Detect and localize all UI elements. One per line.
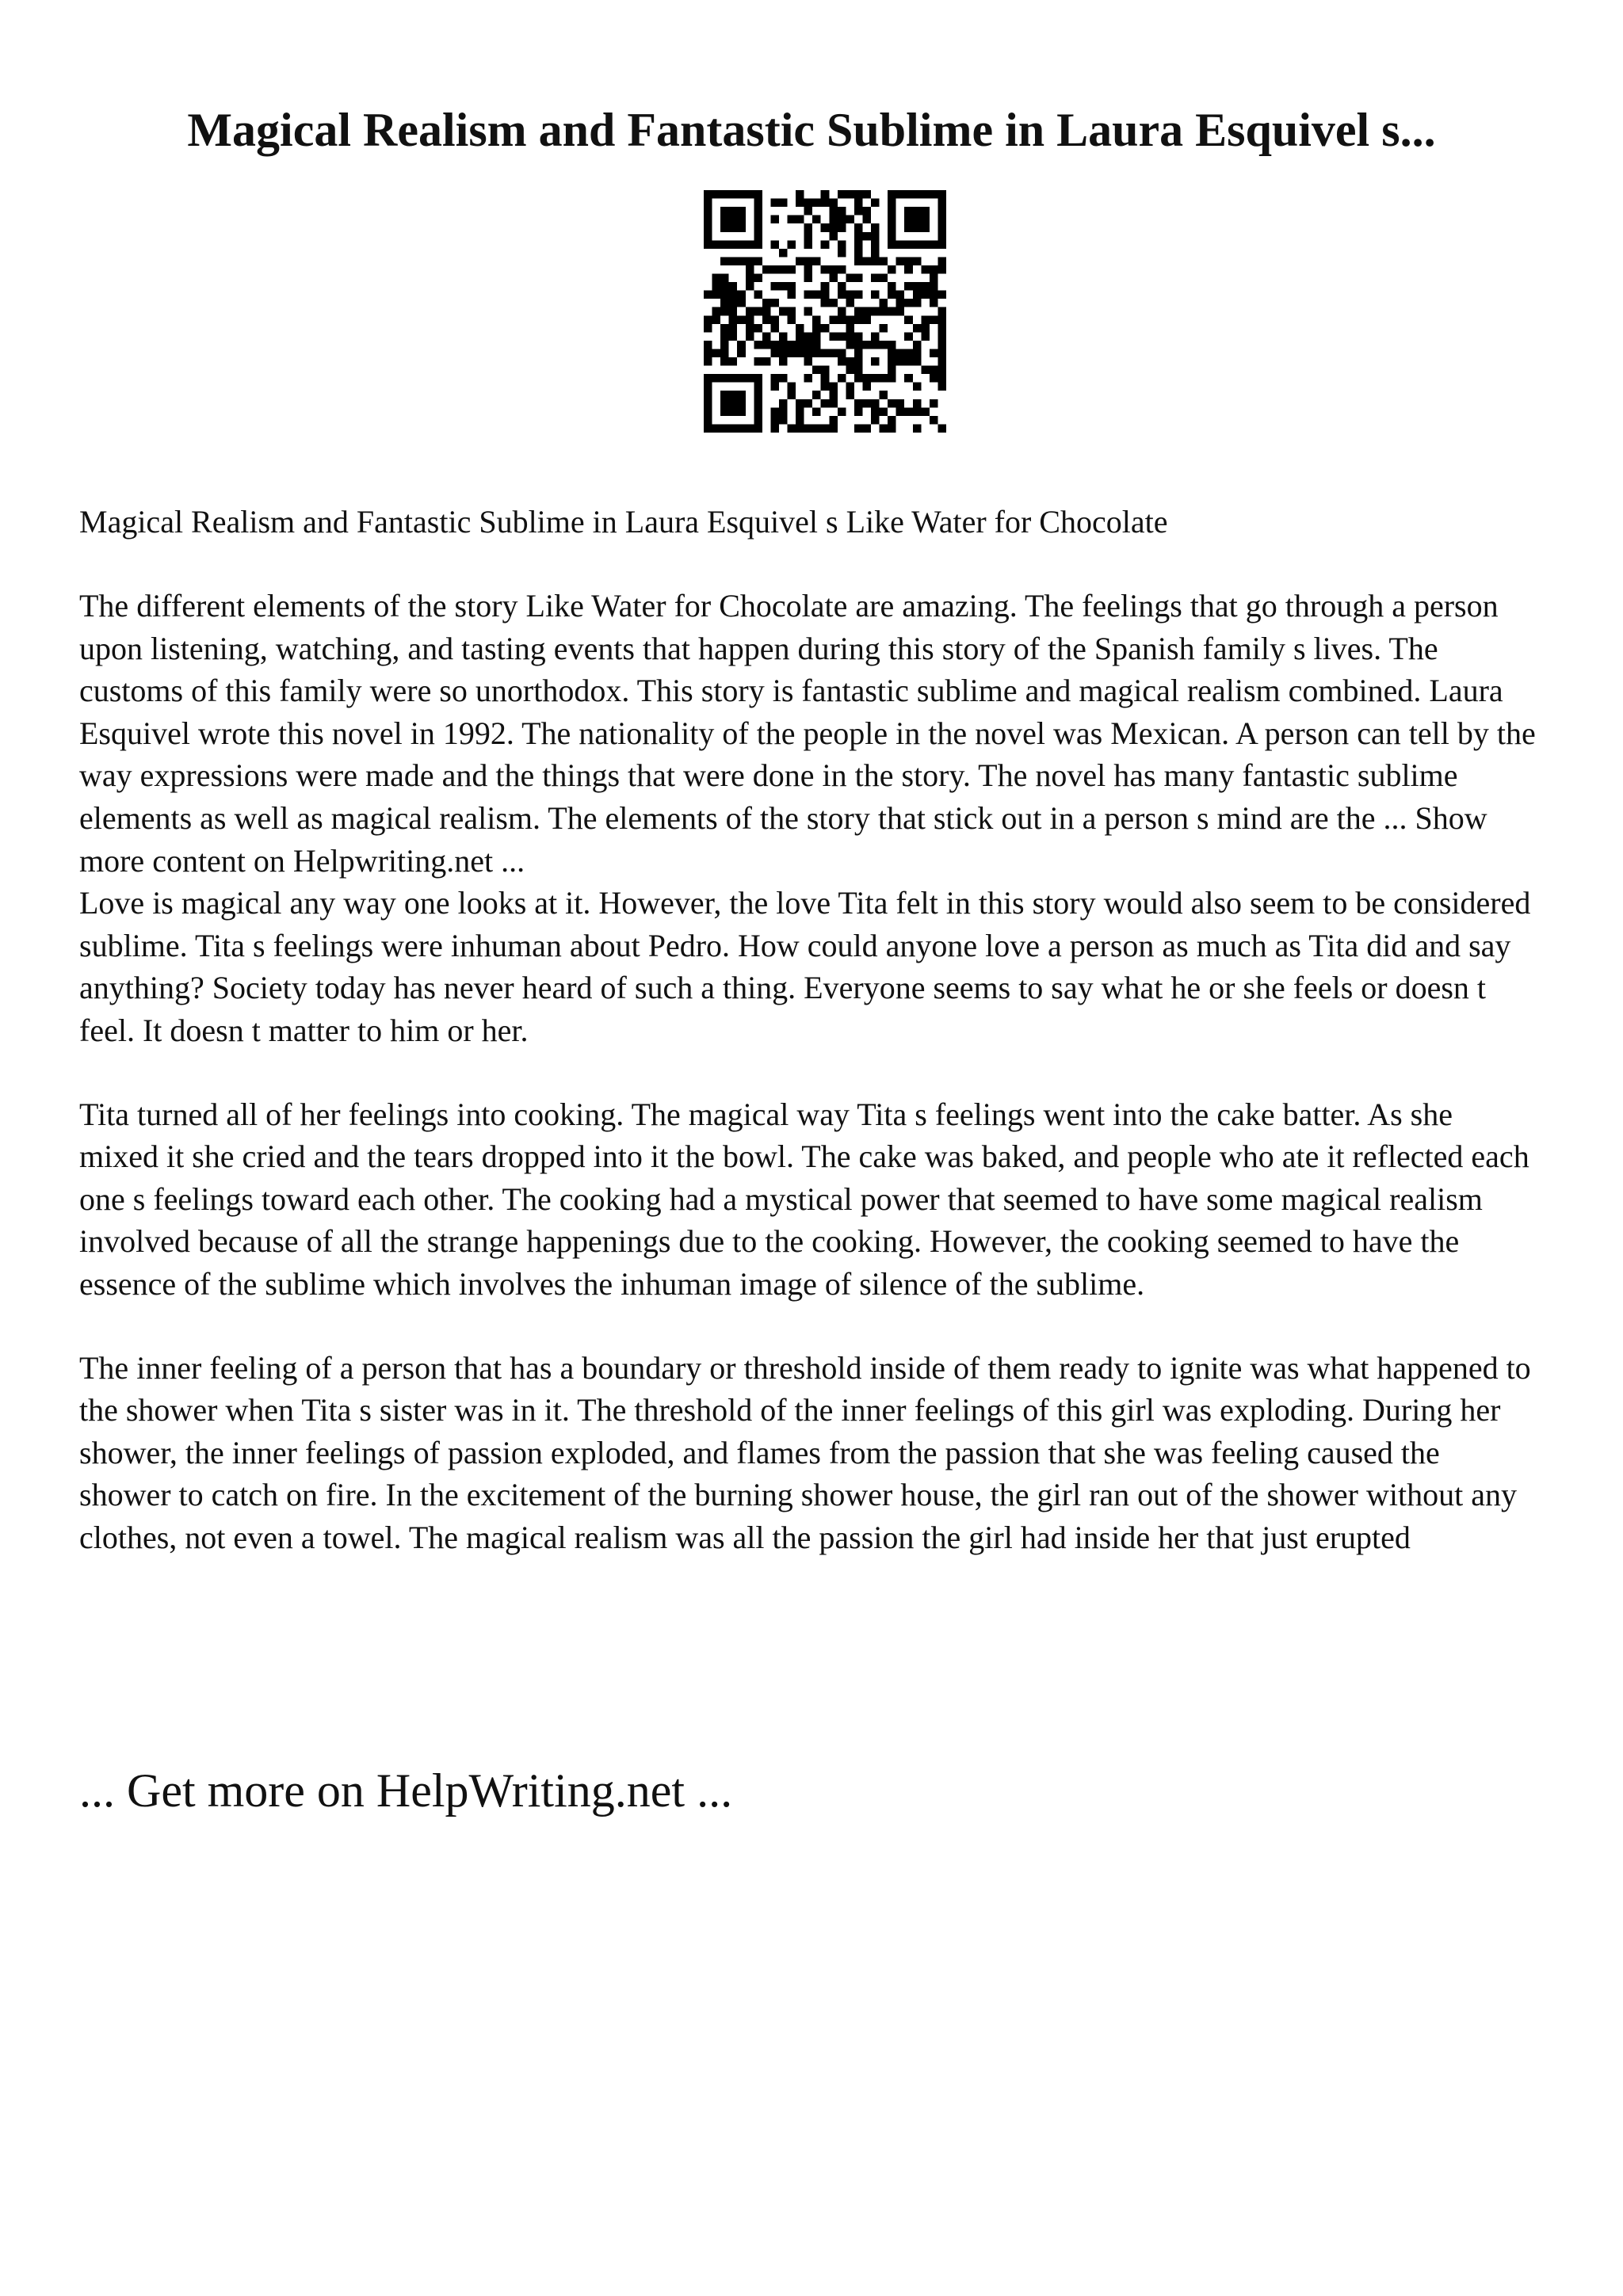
- document-subtitle: Magical Realism and Fantastic Sublime in Laura Esquivel s Like Water for Chocolate: [79, 504, 1168, 540]
- paragraph-3: Tita turned all of her feelings into cooking. The magical way Tita s feelings went into the cake batter. As she mixed it she cried and the tears dropped into it the bowl. The cake was baked, and people who ate it reflected each one s feelings toward each other. The cooking had a mystical power that seemed to have some magical realism involved because of all the strange happenings due to the cooking. However, the cooking seemed to have the essence of the sublime which involves the inhuman image of silence of the sublime.: [79, 1096, 1529, 1302]
- paragraph-1: The different elements of the story Like Water for Chocolate are amazing. The feelings that go through a person upon listening, watching, and tasting events that happen during this story of the Spanish family s lives. The customs of this family were so unorthodox. This story is fantastic sublime and magical realism combined. Laura Esquivel wrote this novel in 1992. The nationality of the people in the novel was Mexican. A person can tell by the way expressions were made and the things that were done in the story. The novel has many fantastic sublime elements as well as magical realism. The elements of the story that stick out in a person s mind are the ... Show more content on Helpwriting.net ...: [79, 588, 1536, 879]
- document-body: [79, 501, 1537, 1558]
- paragraph-2: Love is magical any way one looks at it. However, the love Tita felt in this story would also seem to be considered sublime. Tita s feelings were inhuman about Pedro. How could anyone love a person as much as Tita did and say anything? Society today has never heard of such a thing. Everyone seems to say what he or she feels or doesn t feel. It doesn t matter to him or her.: [79, 885, 1531, 1048]
- paragraph-4: The inner feeling of a person that has a boundary or threshold inside of them ready to ignite was what happened to the shower when Tita s sister was in it. The threshold of the inner feelings of this girl was exploding. During her shower, the inner feelings of passion exploded, and flames from the passion that she was feeling caused the shower to catch on fire. In the excitement of the burning shower house, the girl ran out of the shower without any clothes, not even a towel. The magical realism was all the passion the girl had inside her that just erupted: [79, 1349, 1531, 1555]
- page-title: Magical Realism and Fantastic Sublime in Laura Esquivel s...: [187, 104, 1436, 156]
- helpwriting-link[interactable]: ... Get more on HelpWriting.net ...: [79, 1764, 733, 1817]
- qr-code-icon: [704, 190, 946, 433]
